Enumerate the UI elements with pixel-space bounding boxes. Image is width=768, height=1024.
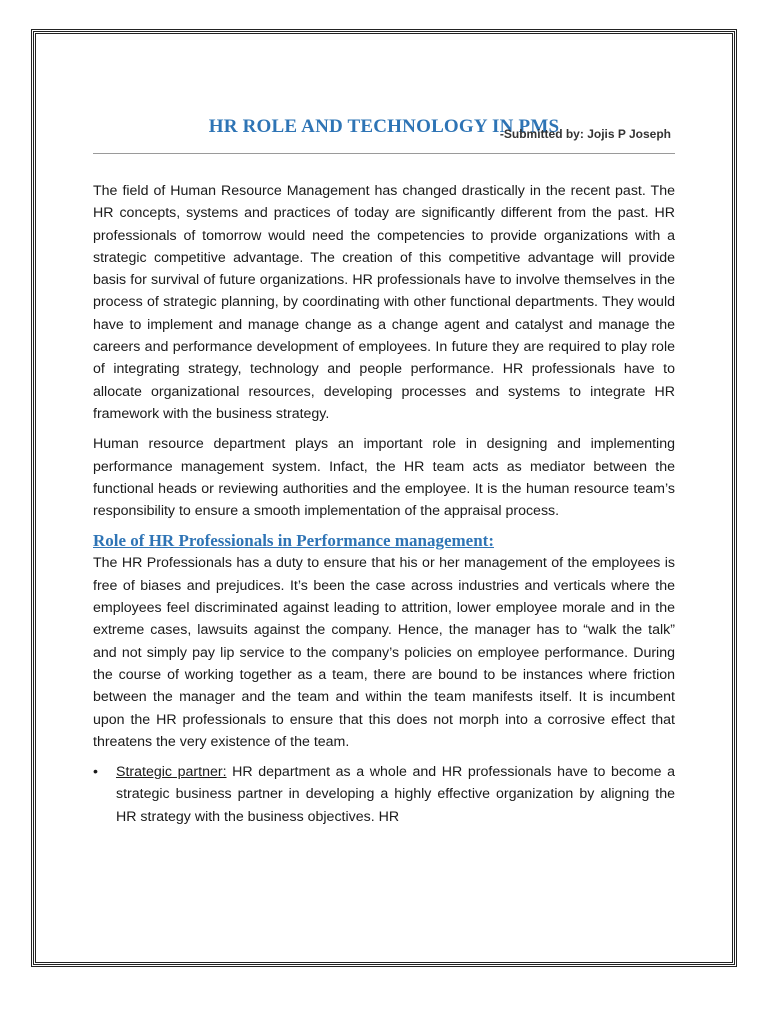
title-divider bbox=[93, 153, 675, 154]
document-body bbox=[93, 180, 675, 828]
bullet-text: HR department as a whole and HR professionals have to become a strategic business partner in developing a highly effective organization by aligning the HR strategy with the business objectives. HR bbox=[116, 764, 675, 825]
bullet-icon: • bbox=[93, 764, 98, 781]
section-heading: Role of HR Professionals in Performance management: bbox=[93, 531, 494, 551]
submitted-by: -Submitted by: Jojis P Joseph bbox=[499, 127, 671, 141]
hr-department-paragraph: Human resource department plays an important role in designing and implementing performance management system. Infact, the HR team acts as mediator between the functional heads or reviewing authorities and the employee. It is the human resource team’s responsibility to ensure a smooth implementation of the appraisal process. bbox=[93, 436, 675, 520]
section-paragraph: The HR Professionals has a duty to ensure that his or her management of the employees is free of biases and prejudices. It’s been the case across industries and verticals where the employees feel discriminated against leading to attrition, lower employee morale and in the extreme cases, lawsuits against the company. Hence, the manager has to “walk the talk” and not simply pay lip service to the company’s policies on employee performance. During the course of working together as a team, there are bound to be instances where friction between the manager and the team and within the team manifests itself. It is incumbent upon the HR professionals to ensure that this does not morph into a corrosive effect that threatens the very existence of the team. bbox=[93, 555, 675, 750]
bullet-term: Strategic partner: bbox=[116, 764, 227, 781]
document-title: HR ROLE AND TECHNOLOGY IN PMS bbox=[208, 115, 560, 137]
bullet-list bbox=[93, 761, 675, 828]
list-item bbox=[93, 761, 675, 828]
intro-paragraph: The field of Human Resource Management has changed drastically in the recent past. The HR concepts, systems and practices of today are significantly different from the past. HR professionals of tomorrow would need the competencies to provide organizations with a strategic competitive advantage. The creation of this competitive advantage will provide basis for survival of future organizations. HR professionals have to involve themselves in the process of strategic planning, by coordinating with other functional departments. They would have to implement and manage change as a change agent and catalyst and manage the careers and performance development of employees. In future they are required to play role of integrating strategy, technology and people performance. HR professionals have to allocate organizational resources, developing processes and systems to integrate HR framework with the business strategy. bbox=[93, 183, 675, 422]
